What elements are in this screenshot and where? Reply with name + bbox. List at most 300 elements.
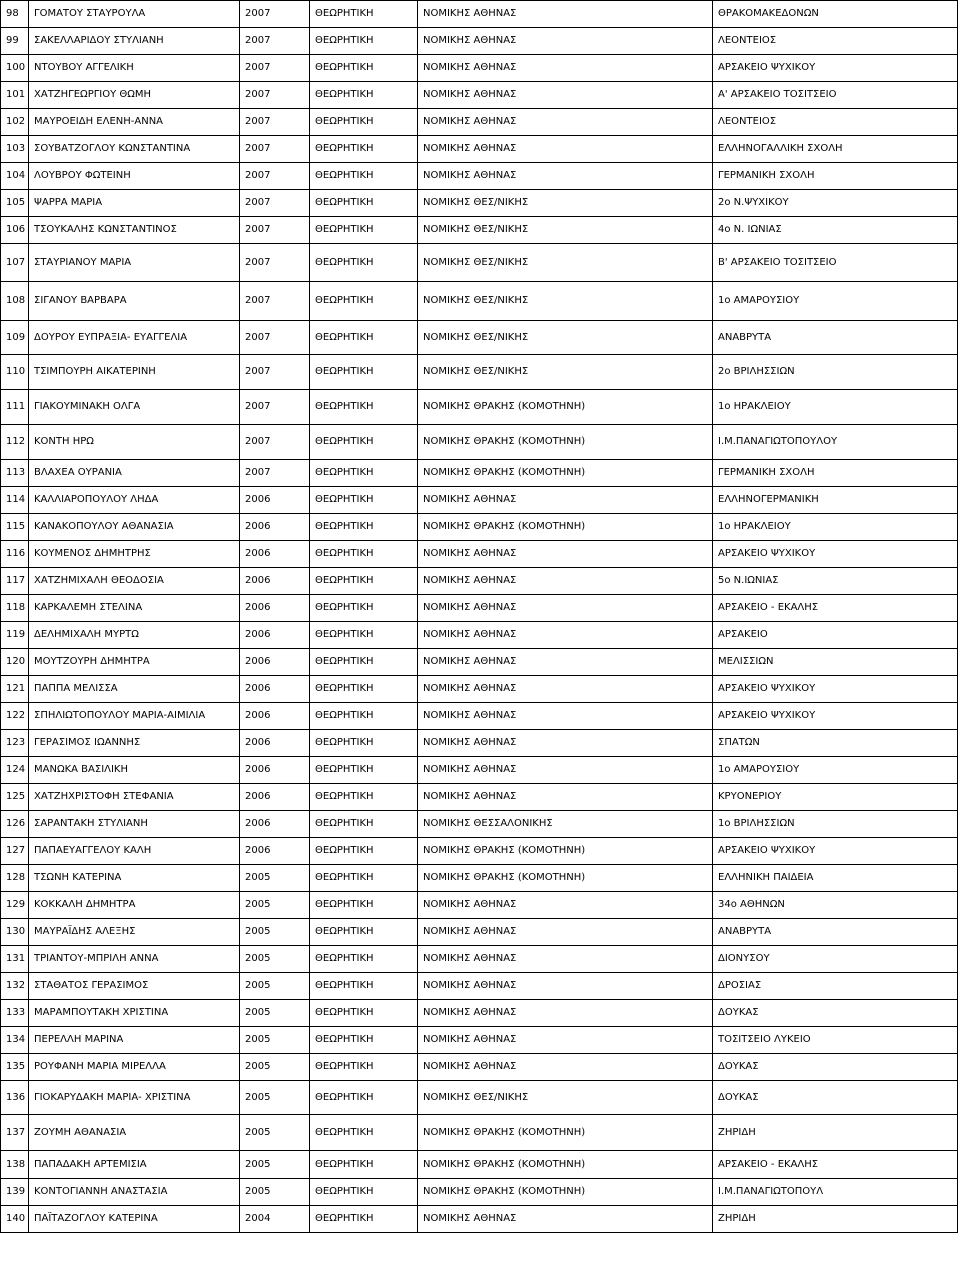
track-cell: ΘΕΩΡΗΤΙΚΗ bbox=[310, 865, 418, 892]
student-name-cell: ΒΛΑΧΕΑ ΟΥΡΑΝΙΑ bbox=[29, 460, 240, 487]
table-row bbox=[1, 892, 958, 919]
student-name-cell: ΤΣΟΥΚΑΛΗΣ ΚΩΝΣΤΑΝΤΙΝΟΣ bbox=[29, 217, 240, 244]
table-row bbox=[1, 321, 958, 355]
student-name-cell: ΤΣΙΜΠΟΥΡΗ ΑΙΚΑΤΕΡΙΝΗ bbox=[29, 355, 240, 390]
graduation-year-cell: 2007 bbox=[240, 1, 310, 28]
row-number-cell: 138 bbox=[1, 1151, 29, 1179]
law-school-cell: ΝΟΜΙΚΗΣ ΑΘΗΝΑΣ bbox=[418, 973, 713, 1000]
row-number-cell: 140 bbox=[1, 1206, 29, 1233]
law-school-cell: ΝΟΜΙΚΗΣ ΘΕΣ/ΝΙΚΗΣ bbox=[418, 244, 713, 282]
track-cell: ΘΕΩΡΗΤΙΚΗ bbox=[310, 946, 418, 973]
student-name-cell: ΜΑΥΡΟΕΙΔΗ ΕΛΕΝΗ-ΑΝΝΑ bbox=[29, 109, 240, 136]
row-number-cell: 136 bbox=[1, 1081, 29, 1115]
student-name-cell: ΔΕΛΗΜΙΧΑΛΗ ΜΥΡΤΩ bbox=[29, 622, 240, 649]
row-number-cell: 108 bbox=[1, 282, 29, 321]
high-school-cell: ΑΡΣΑΚΕΙΟ ΨΥΧΙΚΟΥ bbox=[713, 703, 958, 730]
row-number-cell: 135 bbox=[1, 1054, 29, 1081]
law-school-cell: ΝΟΜΙΚΗΣ ΑΘΗΝΑΣ bbox=[418, 1054, 713, 1081]
high-school-cell: Ι.Μ.ΠΑΝΑΓΙΩΤΟΠΟΥΛ bbox=[713, 1179, 958, 1206]
student-name-cell: ΖΟΥΜΗ ΑΘΑΝΑΣΙΑ bbox=[29, 1115, 240, 1151]
high-school-cell: ΑΡΣΑΚΕΙΟ ΨΥΧΙΚΟΥ bbox=[713, 55, 958, 82]
table-row bbox=[1, 622, 958, 649]
high-school-cell: ΔΡΟΣΙΑΣ bbox=[713, 973, 958, 1000]
track-cell: ΘΕΩΡΗΤΙΚΗ bbox=[310, 217, 418, 244]
graduation-year-cell: 2007 bbox=[240, 28, 310, 55]
row-number-cell: 106 bbox=[1, 217, 29, 244]
law-school-cell: ΝΟΜΙΚΗΣ ΘΡΑΚΗΣ (ΚΟΜΟΤΗΝΗ) bbox=[418, 1115, 713, 1151]
graduation-year-cell: 2004 bbox=[240, 1206, 310, 1233]
row-number-cell: 113 bbox=[1, 460, 29, 487]
student-name-cell: ΠΑΠΠΑ ΜΕΛΙΣΣΑ bbox=[29, 676, 240, 703]
student-name-cell: ΧΑΤΖΗΓΕΩΡΓΙΟΥ ΘΩΜΗ bbox=[29, 82, 240, 109]
high-school-cell: ΓΕΡΜΑΝΙΚΗ ΣΧΟΛΗ bbox=[713, 460, 958, 487]
track-cell: ΘΕΩΡΗΤΙΚΗ bbox=[310, 136, 418, 163]
table-row bbox=[1, 425, 958, 460]
row-number-cell: 104 bbox=[1, 163, 29, 190]
graduation-year-cell: 2007 bbox=[240, 282, 310, 321]
track-cell: ΘΕΩΡΗΤΙΚΗ bbox=[310, 784, 418, 811]
table-row bbox=[1, 55, 958, 82]
table-row bbox=[1, 136, 958, 163]
table-row bbox=[1, 568, 958, 595]
high-school-cell: ΘΡΑΚΟΜΑΚΕΔΟΝΩΝ bbox=[713, 1, 958, 28]
student-name-cell: ΚΑΛΛΙΑΡΟΠΟΥΛΟΥ ΛΗΔΑ bbox=[29, 487, 240, 514]
high-school-cell: ΤΟΣΙΤΣΕΙΟ ΛΥΚΕΙΟ bbox=[713, 1027, 958, 1054]
high-school-cell: ΑΡΣΑΚΕΙΟ - ΕΚΑΛΗΣ bbox=[713, 595, 958, 622]
student-name-cell: ΓΟΜΑΤΟΥ ΣΤΑΥΡΟΥΛΑ bbox=[29, 1, 240, 28]
row-number-cell: 139 bbox=[1, 1179, 29, 1206]
law-school-cell: ΝΟΜΙΚΗΣ ΑΘΗΝΑΣ bbox=[418, 163, 713, 190]
row-number-cell: 112 bbox=[1, 425, 29, 460]
graduation-year-cell: 2005 bbox=[240, 1115, 310, 1151]
student-name-cell: ΓΙΟΚΑΡΥΔΑΚΗ ΜΑΡΙΑ- ΧΡΙΣΤΙΝΑ bbox=[29, 1081, 240, 1115]
high-school-cell: 1ο ΑΜΑΡΟΥΣΙΟΥ bbox=[713, 757, 958, 784]
table-row bbox=[1, 838, 958, 865]
track-cell: ΘΕΩΡΗΤΙΚΗ bbox=[310, 321, 418, 355]
track-cell: ΘΕΩΡΗΤΙΚΗ bbox=[310, 1000, 418, 1027]
student-name-cell: ΛΟΥΒΡΟΥ ΦΩΤΕΙΝΗ bbox=[29, 163, 240, 190]
graduation-year-cell: 2005 bbox=[240, 973, 310, 1000]
track-cell: ΘΕΩΡΗΤΙΚΗ bbox=[310, 514, 418, 541]
law-school-cell: ΝΟΜΙΚΗΣ ΘΕΣ/ΝΙΚΗΣ bbox=[418, 355, 713, 390]
high-school-cell: ΔΙΟΝΥΣΟΥ bbox=[713, 946, 958, 973]
high-school-cell: ΑΝΑΒΡΥΤΑ bbox=[713, 321, 958, 355]
row-number-cell: 120 bbox=[1, 649, 29, 676]
table-row bbox=[1, 390, 958, 425]
high-school-cell: 5ο Ν.ΙΩΝΙΑΣ bbox=[713, 568, 958, 595]
student-name-cell: ΜΑΝΩΚΑ ΒΑΣΙΛΙΚΗ bbox=[29, 757, 240, 784]
track-cell: ΘΕΩΡΗΤΙΚΗ bbox=[310, 595, 418, 622]
table-row bbox=[1, 1115, 958, 1151]
student-name-cell: ΠΑΪΤΑΖΟΓΛΟΥ ΚΑΤΕΡΙΝΑ bbox=[29, 1206, 240, 1233]
law-school-cell: ΝΟΜΙΚΗΣ ΘΡΑΚΗΣ (ΚΟΜΟΤΗΝΗ) bbox=[418, 425, 713, 460]
graduation-year-cell: 2005 bbox=[240, 1027, 310, 1054]
student-name-cell: ΠΑΠΑΔΑΚΗ ΑΡΤΕΜΙΣΙΑ bbox=[29, 1151, 240, 1179]
student-name-cell: ΧΑΤΖΗΜΙΧΑΛΗ ΘΕΟΔΟΣΙΑ bbox=[29, 568, 240, 595]
graduation-year-cell: 2005 bbox=[240, 1000, 310, 1027]
table-row bbox=[1, 487, 958, 514]
high-school-cell: ΑΝΑΒΡΥΤΑ bbox=[713, 919, 958, 946]
high-school-cell: 4ο Ν. ΙΩΝΙΑΣ bbox=[713, 217, 958, 244]
table-row bbox=[1, 82, 958, 109]
table-row bbox=[1, 190, 958, 217]
table-row bbox=[1, 676, 958, 703]
high-school-cell: ΓΕΡΜΑΝΙΚΗ ΣΧΟΛΗ bbox=[713, 163, 958, 190]
track-cell: ΘΕΩΡΗΤΙΚΗ bbox=[310, 190, 418, 217]
table-row bbox=[1, 355, 958, 390]
row-number-cell: 125 bbox=[1, 784, 29, 811]
student-name-cell: ΨΑΡΡΑ ΜΑΡΙΑ bbox=[29, 190, 240, 217]
law-school-cell: ΝΟΜΙΚΗΣ ΑΘΗΝΑΣ bbox=[418, 568, 713, 595]
row-number-cell: 116 bbox=[1, 541, 29, 568]
row-number-cell: 121 bbox=[1, 676, 29, 703]
high-school-cell: ΛΕΟΝΤΕΙΟΣ bbox=[713, 109, 958, 136]
law-school-cell: ΝΟΜΙΚΗΣ ΑΘΗΝΑΣ bbox=[418, 1027, 713, 1054]
row-number-cell: 99 bbox=[1, 28, 29, 55]
graduation-year-cell: 2007 bbox=[240, 217, 310, 244]
graduation-year-cell: 2005 bbox=[240, 946, 310, 973]
law-school-cell: ΝΟΜΙΚΗΣ ΑΘΗΝΑΣ bbox=[418, 757, 713, 784]
graduation-year-cell: 2007 bbox=[240, 55, 310, 82]
track-cell: ΘΕΩΡΗΤΙΚΗ bbox=[310, 1115, 418, 1151]
graduation-year-cell: 2007 bbox=[240, 460, 310, 487]
track-cell: ΘΕΩΡΗΤΙΚΗ bbox=[310, 163, 418, 190]
law-school-cell: ΝΟΜΙΚΗΣ ΘΕΣ/ΝΙΚΗΣ bbox=[418, 217, 713, 244]
track-cell: ΘΕΩΡΗΤΙΚΗ bbox=[310, 28, 418, 55]
table-row bbox=[1, 1151, 958, 1179]
high-school-cell: ΔΟΥΚΑΣ bbox=[713, 1000, 958, 1027]
high-school-cell: ΑΡΣΑΚΕΙΟ ΨΥΧΙΚΟΥ bbox=[713, 838, 958, 865]
law-school-cell: ΝΟΜΙΚΗΣ ΑΘΗΝΑΣ bbox=[418, 784, 713, 811]
track-cell: ΘΕΩΡΗΤΙΚΗ bbox=[310, 622, 418, 649]
law-school-cell: ΝΟΜΙΚΗΣ ΑΘΗΝΑΣ bbox=[418, 595, 713, 622]
row-number-cell: 119 bbox=[1, 622, 29, 649]
track-cell: ΘΕΩΡΗΤΙΚΗ bbox=[310, 390, 418, 425]
track-cell: ΘΕΩΡΗΤΙΚΗ bbox=[310, 82, 418, 109]
law-school-cell: ΝΟΜΙΚΗΣ ΑΘΗΝΑΣ bbox=[418, 541, 713, 568]
graduation-year-cell: 2007 bbox=[240, 321, 310, 355]
law-school-cell: ΝΟΜΙΚΗΣ ΘΕΣ/ΝΙΚΗΣ bbox=[418, 190, 713, 217]
student-name-cell: ΔΟΥΡΟΥ ΕΥΠΡΑΞΙΑ- ΕΥΑΓΓΕΛΙΑ bbox=[29, 321, 240, 355]
table-row bbox=[1, 811, 958, 838]
track-cell: ΘΕΩΡΗΤΙΚΗ bbox=[310, 541, 418, 568]
table-row bbox=[1, 865, 958, 892]
law-school-cell: ΝΟΜΙΚΗΣ ΑΘΗΝΑΣ bbox=[418, 730, 713, 757]
row-number-cell: 100 bbox=[1, 55, 29, 82]
graduation-year-cell: 2005 bbox=[240, 1151, 310, 1179]
high-school-cell: Α' ΑΡΣΑΚΕΙΟ ΤΟΣΙΤΣΕΙΟ bbox=[713, 82, 958, 109]
graduation-year-cell: 2005 bbox=[240, 919, 310, 946]
graduation-year-cell: 2006 bbox=[240, 514, 310, 541]
graduation-year-cell: 2007 bbox=[240, 425, 310, 460]
row-number-cell: 118 bbox=[1, 595, 29, 622]
row-number-cell: 126 bbox=[1, 811, 29, 838]
track-cell: ΘΕΩΡΗΤΙΚΗ bbox=[310, 1, 418, 28]
graduation-year-cell: 2006 bbox=[240, 811, 310, 838]
law-school-cell: ΝΟΜΙΚΗΣ ΑΘΗΝΑΣ bbox=[418, 55, 713, 82]
high-school-cell: 1ο ΑΜΑΡΟΥΣΙΟΥ bbox=[713, 282, 958, 321]
graduation-year-cell: 2006 bbox=[240, 784, 310, 811]
track-cell: ΘΕΩΡΗΤΙΚΗ bbox=[310, 919, 418, 946]
high-school-cell: ΣΠΑΤΩΝ bbox=[713, 730, 958, 757]
student-name-cell: ΜΑΡΑΜΠΟΥΤΑΚΗ ΧΡΙΣΤΙΝΑ bbox=[29, 1000, 240, 1027]
table-row bbox=[1, 1027, 958, 1054]
student-name-cell: ΚΟΝΤΗ ΗΡΩ bbox=[29, 425, 240, 460]
table-row bbox=[1, 946, 958, 973]
law-school-cell: ΝΟΜΙΚΗΣ ΑΘΗΝΑΣ bbox=[418, 109, 713, 136]
high-school-cell: 1ο ΗΡΑΚΛΕΙΟΥ bbox=[713, 514, 958, 541]
high-school-cell: 1ο ΒΡΙΛΗΣΣΙΩΝ bbox=[713, 811, 958, 838]
law-school-cell: ΝΟΜΙΚΗΣ ΘΡΑΚΗΣ (ΚΟΜΟΤΗΝΗ) bbox=[418, 460, 713, 487]
graduation-year-cell: 2006 bbox=[240, 568, 310, 595]
high-school-cell: ΜΕΛΙΣΣΙΩΝ bbox=[713, 649, 958, 676]
law-school-cell: ΝΟΜΙΚΗΣ ΑΘΗΝΑΣ bbox=[418, 919, 713, 946]
high-school-cell: ΛΕΟΝΤΕΙΟΣ bbox=[713, 28, 958, 55]
student-name-cell: ΣΤΑΥΡΙΑΝΟΥ ΜΑΡΙΑ bbox=[29, 244, 240, 282]
row-number-cell: 132 bbox=[1, 973, 29, 1000]
track-cell: ΘΕΩΡΗΤΙΚΗ bbox=[310, 109, 418, 136]
track-cell: ΘΕΩΡΗΤΙΚΗ bbox=[310, 425, 418, 460]
track-cell: ΘΕΩΡΗΤΙΚΗ bbox=[310, 355, 418, 390]
graduation-year-cell: 2005 bbox=[240, 1179, 310, 1206]
row-number-cell: 129 bbox=[1, 892, 29, 919]
high-school-cell: ΔΟΥΚΑΣ bbox=[713, 1054, 958, 1081]
track-cell: ΘΕΩΡΗΤΙΚΗ bbox=[310, 838, 418, 865]
student-name-cell: ΣΑΚΕΛΛΑΡΙΔΟΥ ΣΤΥΛΙΑΝΗ bbox=[29, 28, 240, 55]
table-row bbox=[1, 514, 958, 541]
graduation-year-cell: 2007 bbox=[240, 82, 310, 109]
track-cell: ΘΕΩΡΗΤΙΚΗ bbox=[310, 1027, 418, 1054]
row-number-cell: 124 bbox=[1, 757, 29, 784]
high-school-cell: 34ο ΑΘΗΝΩΝ bbox=[713, 892, 958, 919]
track-cell: ΘΕΩΡΗΤΙΚΗ bbox=[310, 1081, 418, 1115]
high-school-cell: ΕΛΛΗΝΙΚΗ ΠΑΙΔΕΙΑ bbox=[713, 865, 958, 892]
high-school-cell: 2ο Ν.ΨΥΧΙΚΟΥ bbox=[713, 190, 958, 217]
student-name-cell: ΚΟΚΚΑΛΗ ΔΗΜΗΤΡΑ bbox=[29, 892, 240, 919]
table-row bbox=[1, 1, 958, 28]
law-school-cell: ΝΟΜΙΚΗΣ ΑΘΗΝΑΣ bbox=[418, 1000, 713, 1027]
table-row bbox=[1, 757, 958, 784]
graduation-year-cell: 2005 bbox=[240, 1054, 310, 1081]
law-school-cell: ΝΟΜΙΚΗΣ ΘΡΑΚΗΣ (ΚΟΜΟΤΗΝΗ) bbox=[418, 1179, 713, 1206]
row-number-cell: 111 bbox=[1, 390, 29, 425]
high-school-cell: ΚΡΥΟΝΕΡΙΟΥ bbox=[713, 784, 958, 811]
table-row bbox=[1, 649, 958, 676]
graduation-year-cell: 2007 bbox=[240, 355, 310, 390]
student-name-cell: ΝΤΟΥΒΟΥ ΑΓΓΕΛΙΚΗ bbox=[29, 55, 240, 82]
graduation-year-cell: 2005 bbox=[240, 892, 310, 919]
row-number-cell: 114 bbox=[1, 487, 29, 514]
law-school-cell: ΝΟΜΙΚΗΣ ΑΘΗΝΑΣ bbox=[418, 487, 713, 514]
law-school-cell: ΝΟΜΙΚΗΣ ΑΘΗΝΑΣ bbox=[418, 892, 713, 919]
student-name-cell: ΤΡΙΑΝΤΟΥ-ΜΠΡΙΛΗ ΑΝΝΑ bbox=[29, 946, 240, 973]
row-number-cell: 128 bbox=[1, 865, 29, 892]
student-name-cell: ΜΑΥΡΑΪΔΗΣ ΑΛΕΞΗΣ bbox=[29, 919, 240, 946]
student-name-cell: ΣΑΡΑΝΤΑΚΗ ΣΤΥΛΙΑΝΗ bbox=[29, 811, 240, 838]
table-row bbox=[1, 244, 958, 282]
track-cell: ΘΕΩΡΗΤΙΚΗ bbox=[310, 757, 418, 784]
table-row bbox=[1, 973, 958, 1000]
track-cell: ΘΕΩΡΗΤΙΚΗ bbox=[310, 730, 418, 757]
table-row bbox=[1, 784, 958, 811]
graduation-year-cell: 2007 bbox=[240, 136, 310, 163]
row-number-cell: 133 bbox=[1, 1000, 29, 1027]
graduation-year-cell: 2006 bbox=[240, 703, 310, 730]
law-school-cell: ΝΟΜΙΚΗΣ ΑΘΗΝΑΣ bbox=[418, 28, 713, 55]
law-school-cell: ΝΟΜΙΚΗΣ ΑΘΗΝΑΣ bbox=[418, 622, 713, 649]
row-number-cell: 137 bbox=[1, 1115, 29, 1151]
row-number-cell: 131 bbox=[1, 946, 29, 973]
law-school-cell: ΝΟΜΙΚΗΣ ΑΘΗΝΑΣ bbox=[418, 1206, 713, 1233]
track-cell: ΘΕΩΡΗΤΙΚΗ bbox=[310, 676, 418, 703]
law-school-cell: ΝΟΜΙΚΗΣ ΘΕΣΣΑΛΟΝΙΚΗΣ bbox=[418, 811, 713, 838]
law-school-cell: ΝΟΜΙΚΗΣ ΘΡΑΚΗΣ (ΚΟΜΟΤΗΝΗ) bbox=[418, 865, 713, 892]
table-row bbox=[1, 919, 958, 946]
student-name-cell: ΣΙΓΑΝΟΥ ΒΑΡΒΑΡΑ bbox=[29, 282, 240, 321]
high-school-cell: ΕΛΛΗΝΟΓΑΛΛΙΚΗ ΣΧΟΛΗ bbox=[713, 136, 958, 163]
row-number-cell: 101 bbox=[1, 82, 29, 109]
row-number-cell: 122 bbox=[1, 703, 29, 730]
student-name-cell: ΡΟΥΦΑΝΗ ΜΑΡΙΑ ΜΙΡΕΛΛΑ bbox=[29, 1054, 240, 1081]
graduation-year-cell: 2006 bbox=[240, 757, 310, 784]
law-school-cell: ΝΟΜΙΚΗΣ ΑΘΗΝΑΣ bbox=[418, 676, 713, 703]
law-school-cell: ΝΟΜΙΚΗΣ ΘΡΑΚΗΣ (ΚΟΜΟΤΗΝΗ) bbox=[418, 1151, 713, 1179]
high-school-cell: ΖΗΡΙΔΗ bbox=[713, 1115, 958, 1151]
high-school-cell: Β' ΑΡΣΑΚΕΙΟ ΤΟΣΙΤΣΕΙΟ bbox=[713, 244, 958, 282]
track-cell: ΘΕΩΡΗΤΙΚΗ bbox=[310, 1206, 418, 1233]
table-row bbox=[1, 1179, 958, 1206]
row-number-cell: 127 bbox=[1, 838, 29, 865]
track-cell: ΘΕΩΡΗΤΙΚΗ bbox=[310, 703, 418, 730]
table-row bbox=[1, 1054, 958, 1081]
graduation-year-cell: 2006 bbox=[240, 541, 310, 568]
track-cell: ΘΕΩΡΗΤΙΚΗ bbox=[310, 1179, 418, 1206]
track-cell: ΘΕΩΡΗΤΙΚΗ bbox=[310, 55, 418, 82]
row-number-cell: 98 bbox=[1, 1, 29, 28]
table-row bbox=[1, 703, 958, 730]
law-school-cell: ΝΟΜΙΚΗΣ ΑΘΗΝΑΣ bbox=[418, 703, 713, 730]
track-cell: ΘΕΩΡΗΤΙΚΗ bbox=[310, 1054, 418, 1081]
table-row bbox=[1, 163, 958, 190]
student-name-cell: ΓΕΡΑΣΙΜΟΣ ΙΩΑΝΝΗΣ bbox=[29, 730, 240, 757]
track-cell: ΘΕΩΡΗΤΙΚΗ bbox=[310, 973, 418, 1000]
graduation-year-cell: 2005 bbox=[240, 1081, 310, 1115]
law-school-cell: ΝΟΜΙΚΗΣ ΘΕΣ/ΝΙΚΗΣ bbox=[418, 282, 713, 321]
graduation-year-cell: 2006 bbox=[240, 676, 310, 703]
law-school-cell: ΝΟΜΙΚΗΣ ΑΘΗΝΑΣ bbox=[418, 649, 713, 676]
table-row bbox=[1, 217, 958, 244]
table-row bbox=[1, 28, 958, 55]
graduation-year-cell: 2005 bbox=[240, 865, 310, 892]
row-number-cell: 117 bbox=[1, 568, 29, 595]
table-row bbox=[1, 460, 958, 487]
row-number-cell: 123 bbox=[1, 730, 29, 757]
high-school-cell: ΔΟΥΚΑΣ bbox=[713, 1081, 958, 1115]
law-school-cell: ΝΟΜΙΚΗΣ ΘΕΣ/ΝΙΚΗΣ bbox=[418, 321, 713, 355]
law-school-cell: ΝΟΜΙΚΗΣ ΑΘΗΝΑΣ bbox=[418, 136, 713, 163]
track-cell: ΘΕΩΡΗΤΙΚΗ bbox=[310, 649, 418, 676]
table-row bbox=[1, 541, 958, 568]
row-number-cell: 107 bbox=[1, 244, 29, 282]
student-name-cell: ΣΠΗΛΙΩΤΟΠΟΥΛΟΥ ΜΑΡΙΑ-ΑΙΜΙΛΙΑ bbox=[29, 703, 240, 730]
student-name-cell: ΧΑΤΖΗΧΡΙΣΤΟΦΗ ΣΤΕΦΑΝΙΑ bbox=[29, 784, 240, 811]
graduation-year-cell: 2007 bbox=[240, 244, 310, 282]
student-name-cell: ΚΟΝΤΟΓΙΑΝΝΗ ΑΝΑΣΤΑΣΙΑ bbox=[29, 1179, 240, 1206]
graduation-year-cell: 2006 bbox=[240, 487, 310, 514]
track-cell: ΘΕΩΡΗΤΙΚΗ bbox=[310, 282, 418, 321]
table-row bbox=[1, 595, 958, 622]
row-number-cell: 103 bbox=[1, 136, 29, 163]
graduation-year-cell: 2006 bbox=[240, 838, 310, 865]
graduation-year-cell: 2006 bbox=[240, 730, 310, 757]
track-cell: ΘΕΩΡΗΤΙΚΗ bbox=[310, 568, 418, 595]
student-name-cell: ΚΑΝΑΚΟΠΟΥΛΟΥ ΑΘΑΝΑΣΙΑ bbox=[29, 514, 240, 541]
high-school-cell: 1ο ΗΡΑΚΛΕΙΟΥ bbox=[713, 390, 958, 425]
high-school-cell: Ι.Μ.ΠΑΝΑΓΙΩΤΟΠΟΥΛΟΥ bbox=[713, 425, 958, 460]
student-name-cell: ΠΕΡΕΛΛΗ ΜΑΡΙΝΑ bbox=[29, 1027, 240, 1054]
student-name-cell: ΚΑΡΚΑΛΕΜΗ ΣΤΕΛΙΝΑ bbox=[29, 595, 240, 622]
student-name-cell: ΣΟΥΒΑΤΖΟΓΛΟΥ ΚΩΝΣΤΑΝΤΙΝΑ bbox=[29, 136, 240, 163]
graduation-year-cell: 2006 bbox=[240, 649, 310, 676]
graduation-year-cell: 2006 bbox=[240, 622, 310, 649]
table-row bbox=[1, 730, 958, 757]
graduation-year-cell: 2007 bbox=[240, 390, 310, 425]
student-name-cell: ΜΟΥΤΖΟΥΡΗ ΔΗΜΗΤΡΑ bbox=[29, 649, 240, 676]
track-cell: ΘΕΩΡΗΤΙΚΗ bbox=[310, 892, 418, 919]
law-school-cell: ΝΟΜΙΚΗΣ ΘΡΑΚΗΣ (ΚΟΜΟΤΗΝΗ) bbox=[418, 838, 713, 865]
track-cell: ΘΕΩΡΗΤΙΚΗ bbox=[310, 487, 418, 514]
student-name-cell: ΣΤΑΘΑΤΟΣ ΓΕΡΑΣΙΜΟΣ bbox=[29, 973, 240, 1000]
graduation-year-cell: 2006 bbox=[240, 595, 310, 622]
graduation-year-cell: 2007 bbox=[240, 109, 310, 136]
student-name-cell: ΓΙΑΚΟΥΜΙΝΑΚΗ ΟΛΓΑ bbox=[29, 390, 240, 425]
track-cell: ΘΕΩΡΗΤΙΚΗ bbox=[310, 811, 418, 838]
student-name-cell: ΤΣΩΝΗ ΚΑΤΕΡΙΝΑ bbox=[29, 865, 240, 892]
row-number-cell: 105 bbox=[1, 190, 29, 217]
row-number-cell: 110 bbox=[1, 355, 29, 390]
high-school-cell: ΑΡΣΑΚΕΙΟ - ΕΚΑΛΗΣ bbox=[713, 1151, 958, 1179]
high-school-cell: ΑΡΣΑΚΕΙΟ ΨΥΧΙΚΟΥ bbox=[713, 541, 958, 568]
row-number-cell: 109 bbox=[1, 321, 29, 355]
table-row bbox=[1, 109, 958, 136]
law-school-cell: ΝΟΜΙΚΗΣ ΑΘΗΝΑΣ bbox=[418, 1, 713, 28]
table-row bbox=[1, 1081, 958, 1115]
table-row bbox=[1, 282, 958, 321]
track-cell: ΘΕΩΡΗΤΙΚΗ bbox=[310, 244, 418, 282]
table-row bbox=[1, 1206, 958, 1233]
law-school-cell: ΝΟΜΙΚΗΣ ΘΕΣ/ΝΙΚΗΣ bbox=[418, 1081, 713, 1115]
high-school-cell: 2ο ΒΡΙΛΗΣΣΙΩΝ bbox=[713, 355, 958, 390]
table-row bbox=[1, 1000, 958, 1027]
high-school-cell: ΕΛΛΗΝΟΓΕΡΜΑΝΙΚΗ bbox=[713, 487, 958, 514]
row-number-cell: 134 bbox=[1, 1027, 29, 1054]
track-cell: ΘΕΩΡΗΤΙΚΗ bbox=[310, 460, 418, 487]
law-school-cell: ΝΟΜΙΚΗΣ ΘΡΑΚΗΣ (ΚΟΜΟΤΗΝΗ) bbox=[418, 390, 713, 425]
row-number-cell: 130 bbox=[1, 919, 29, 946]
high-school-cell: ΖΗΡΙΔΗ bbox=[713, 1206, 958, 1233]
high-school-cell: ΑΡΣΑΚΕΙΟ ΨΥΧΙΚΟΥ bbox=[713, 676, 958, 703]
law-school-cell: ΝΟΜΙΚΗΣ ΑΘΗΝΑΣ bbox=[418, 82, 713, 109]
row-number-cell: 102 bbox=[1, 109, 29, 136]
graduation-year-cell: 2007 bbox=[240, 163, 310, 190]
students-table-body bbox=[1, 1, 958, 1233]
track-cell: ΘΕΩΡΗΤΙΚΗ bbox=[310, 1151, 418, 1179]
law-school-cell: ΝΟΜΙΚΗΣ ΘΡΑΚΗΣ (ΚΟΜΟΤΗΝΗ) bbox=[418, 514, 713, 541]
student-name-cell: ΚΟΥΜΕΝΟΣ ΔΗΜΗΤΡΗΣ bbox=[29, 541, 240, 568]
law-school-cell: ΝΟΜΙΚΗΣ ΑΘΗΝΑΣ bbox=[418, 946, 713, 973]
graduation-year-cell: 2007 bbox=[240, 190, 310, 217]
student-name-cell: ΠΑΠΑΕΥΑΓΓΕΛΟΥ ΚΑΛΗ bbox=[29, 838, 240, 865]
